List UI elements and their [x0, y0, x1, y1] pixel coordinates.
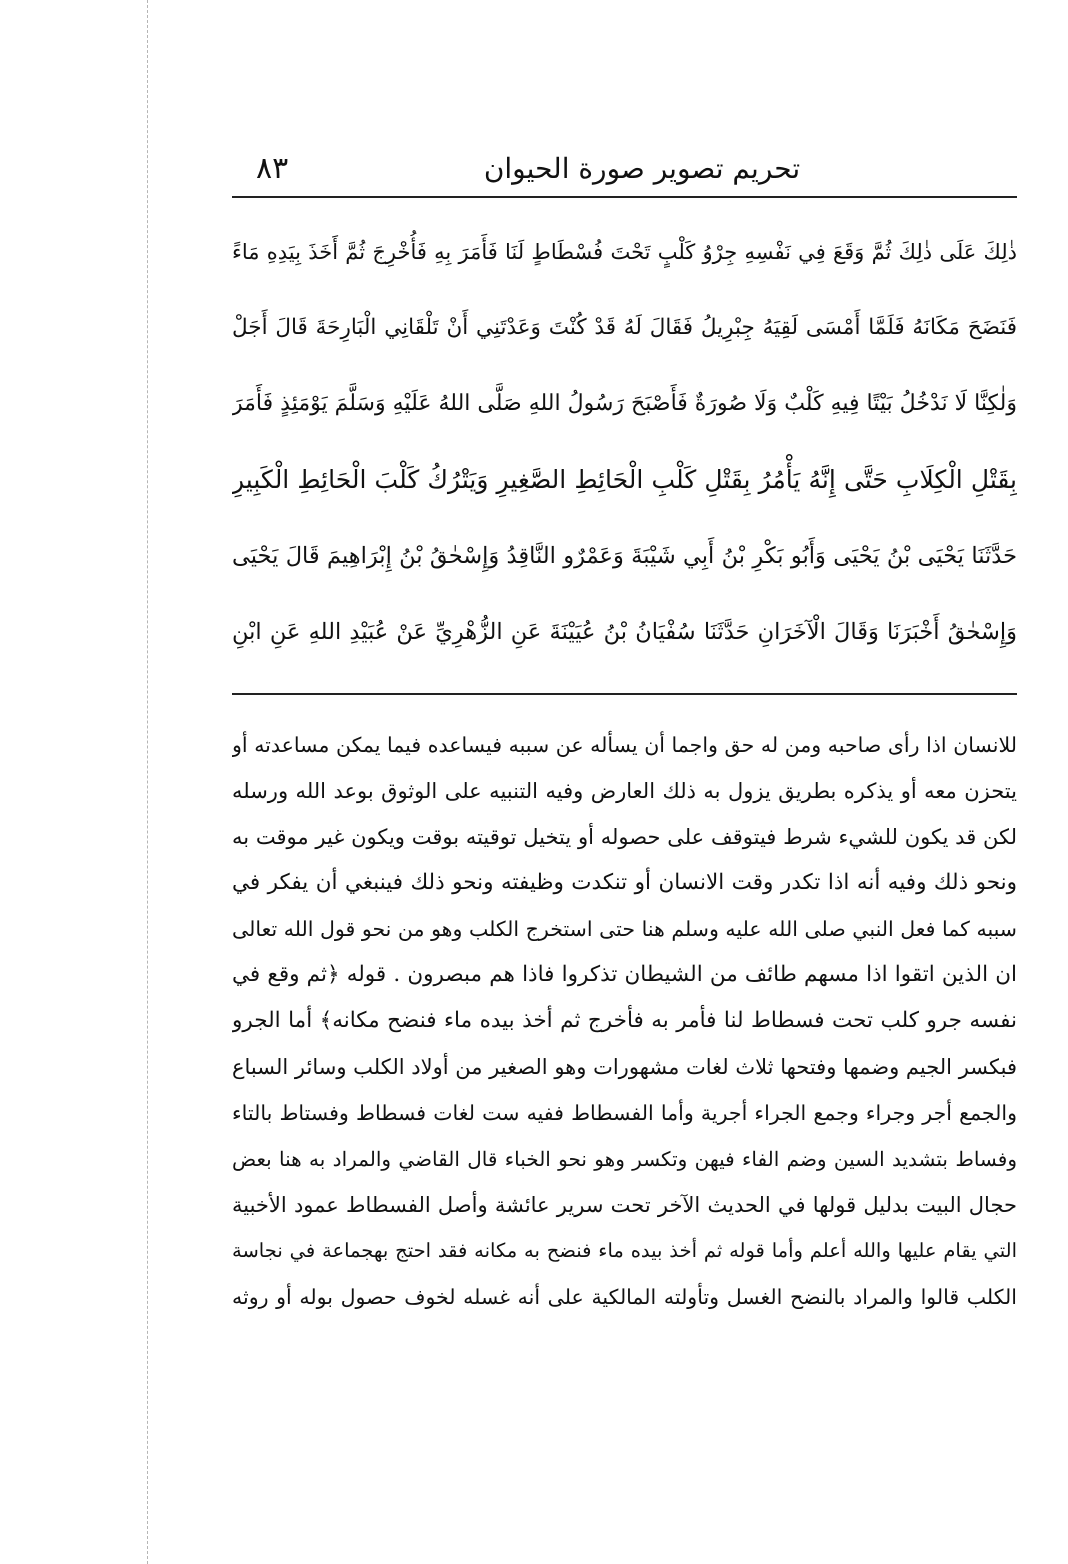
hadith-line: وَإِسْحٰقُ أَخْبَرَنَا وَقَالَ الْآخَرَانِ حَدَّثَنَا سُفْيَانُ بْنُ عُيَيْنَةَ عَنِ الزُّهْرِيِّ عَنْ عُبَيْدِ اللهِ عَنِ ابْنِ [232, 619, 1017, 645]
commentary-line: نفسه جرو كلب تحت فسطاط لنا فأمر به فأخرج ثم أخذ بيده ماء فنضح مكانه﴾ أما الجرو [232, 1008, 1017, 1033]
hadith-line: بِقَتْلِ الْكِلَابِ حَتَّى إِنَّهُ يَأْمُرُ بِقَتْلِ كَلْبِ الْحَائِطِ الصَّغِيرِ وَيَتْرُكُ كَلْبَ الْحَائِطِ الْكَبِيرِ [232, 465, 1017, 494]
commentary-line: للانسان اذا رأى صاحبه ومن له حق واجما أن يسأله عن سببه فيساعده فيما يمكن مساعدته أو [232, 733, 1017, 757]
hadith-line: فَنَضَحَ مَكَانَهُ فَلَمَّا أَمْسَى لَقِيَهُ جِبْرِيلُ فَقَالَ لَهُ قَدْ كُنْتَ وَعَدْتَنِي أَنْ تَلْقَانِي الْبَارِحَةَ قَالَ أَجَلْ [232, 315, 1017, 340]
commentary-line: وفساط بتشديد السين وضم الفاء فيهن وتكسر وهو نحو الخباء قال القاضي والمراد به هنا بعض [232, 1147, 1017, 1171]
commentary-line: فبكسر الجيم وضمها وفتحها ثلاث لغات مشهورات وهو الصغير من أولاد الكلب وسائر السباع [232, 1055, 1017, 1079]
commentary-line: لكن قد يكون للشيء شرط فيتوقف على حصوله أو يتخيل توقيته بوقت ويكون غير موقت به [232, 825, 1017, 849]
commentary-line: ونحو ذلك وفيه أنه اذا تكدر وقت الانسان أو تنكدت وظيفته ونحو ذلك فينبغي أن يفكر في [232, 870, 1017, 895]
commentary-line: ان الذين اتقوا اذا مسهم طائف من الشيطان تذكروا فاذا هم مبصرون . قوله ﴿ثم وقع في [232, 962, 1017, 987]
section-divider-rule [232, 693, 1017, 695]
commentary-line: الكلب قالوا والمراد بالنضح الغسل وتأولته المالكية على أنه غسله لخوف حصول بوله أو روثه [232, 1285, 1017, 1309]
page-header [232, 148, 1017, 190]
hadith-line: وَلٰكِنَّا لَا نَدْخُلُ بَيْتًا فِيهِ كَلْبٌ وَلَا صُورَةٌ فَأَصْبَحَ رَسُولُ اللهِ صَلَّى اللهُ عَلَيْهِ وَسَلَّمَ يَوْمَئِذٍ فَأَمَرَ [232, 391, 1017, 416]
commentary-text-block [232, 722, 1017, 1320]
page-number: ٨٣ [256, 151, 289, 186]
commentary-line: حجال البيت بدليل قولها في الحديث الآخر تحت سرير عائشة وأصل الفسطاط عمود الأخبية [232, 1193, 1017, 1217]
hadith-line: ذٰلِكَ عَلَى ذٰلِكَ ثُمَّ وَقَعَ فِي نَفْسِهِ جِرْوُ كَلْبٍ تَحْتَ فُسْطَاطٍ لَنَا فَأَمَرَ بِهِ فَأُخْرِجَ ثُمَّ أَخَذَ بِيَدِهِ مَاءً [232, 240, 1017, 264]
running-title: تحريم تصوير صورة الحيوان [483, 152, 801, 185]
hadith-text-block [232, 214, 1017, 670]
commentary-line: والجمع أجر وجراء وجمع الجراء أجرية وأما الفسطاط ففيه ست لغات فسطاط وفستاط بالتاء [232, 1101, 1017, 1125]
header-rule [232, 196, 1017, 198]
commentary-line: سببه كما فعل النبي صلى الله عليه وسلم هنا حتى استخرج الكلب وهو من نحو قول الله تعالى [232, 917, 1017, 941]
commentary-line: التي يقام عليها والله أعلم وأما قوله ثم أخذ بيده ماء فنضح به مكانه فقد احتج بهجماعة في نجاسة [232, 1239, 1017, 1262]
commentary-line: يتحزن معه أو يذكره بطريق يزول به ذلك العارض وفيه التنبيه على الوثوق بوعد الله ورسله [232, 779, 1017, 803]
hadith-line: حَدَّثَنَا يَحْيَى بْنُ يَحْيَى وَأَبُو بَكْرِ بْنُ أَبِي شَيْبَةَ وَعَمْرٌو النَّاقِدُ وَإِسْحٰقُ بْنُ إِبْرَاهِيمَ قَالَ يَحْيَى [232, 543, 1017, 569]
scan-margin-line [147, 0, 148, 1564]
